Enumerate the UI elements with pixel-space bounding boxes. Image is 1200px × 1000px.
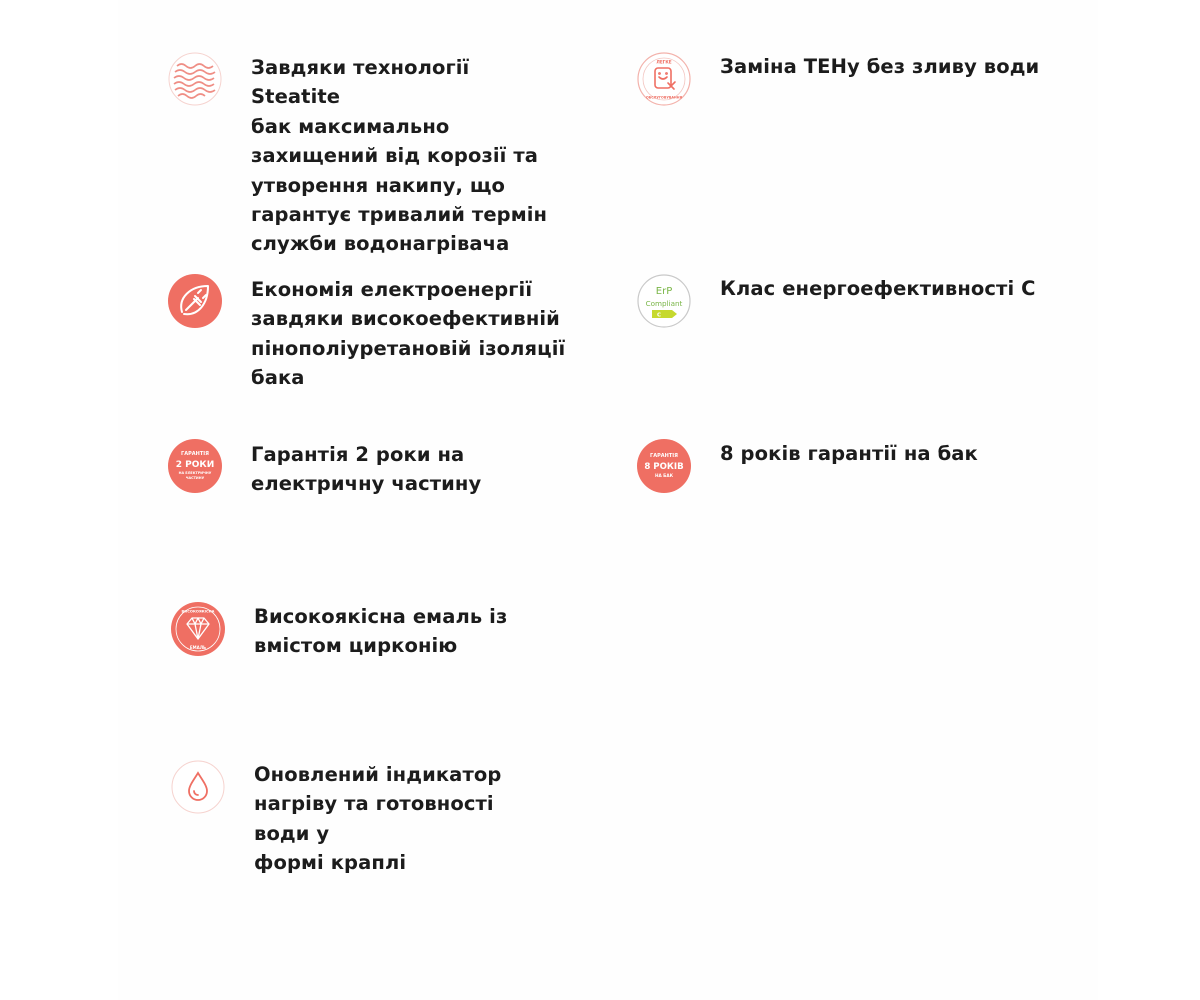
easy-service-badge-bottom: ОБСЛУГОВУВАННЯ <box>645 95 683 100</box>
feature-heater-replacement-text: Заміна ТЕНу без зливу води <box>720 55 1040 78</box>
easy-service-badge-top: ЛЕГКЕ <box>656 59 672 65</box>
water-drop-icon <box>171 760 225 814</box>
easy-service-icon <box>637 52 691 106</box>
warranty-2-years-icon <box>168 439 222 493</box>
waves-icon <box>168 52 222 106</box>
warranty-8-line2: 8 РОКІВ <box>644 462 684 472</box>
warranty-8-years-icon <box>637 439 691 493</box>
feature-indicator-text: Оновлений індикатор нагріву та готовності води у формі краплі <box>254 763 502 875</box>
enamel-badge-top: ВИСОКОЯКІСНА <box>181 609 215 614</box>
feature-enamel-text: Високоякісна емаль із вмістом цирконію <box>254 605 508 658</box>
warranty-2-line2: 2 РОКИ <box>175 460 215 470</box>
warranty-2-line3: НА ЕЛЕКТРИЧНУ <box>178 471 212 475</box>
feature-warranty-electric-text: Гарантія 2 роки на електричну частину <box>251 443 482 496</box>
feature-warranty-tank-text: 8 років гарантії на бак <box>720 442 978 465</box>
erp-badge-title: ErP <box>655 286 673 297</box>
leaf-plug-icon <box>168 274 222 328</box>
erp-badge-class: C <box>656 312 662 319</box>
diamond-icon <box>171 602 225 656</box>
erp-compliant-icon <box>637 274 691 328</box>
warranty-2-line4: ЧАСТИНУ <box>185 476 205 480</box>
feature-energy-class-text: Клас енергоефективності С <box>720 277 1036 300</box>
feature-steatite-text: Завдяки технології Steatite бак максимально захищений від корозії та утворення накипу, що гарантує тривалий термін служби водонагрівача <box>251 56 548 256</box>
enamel-badge-bottom: ЕМАЛЬ <box>189 645 207 650</box>
warranty-8-line1: ГАРАНТІЯ <box>650 453 678 459</box>
warranty-2-line1: ГАРАНТІЯ <box>181 451 209 457</box>
warranty-8-line3: НА БАК <box>654 473 674 478</box>
erp-badge-sub: Compliant <box>645 299 683 308</box>
feature-energy-saving-text: Економія електроенергії завдяки високоефективній пінополіуретановій ізоляції бака <box>251 278 566 390</box>
